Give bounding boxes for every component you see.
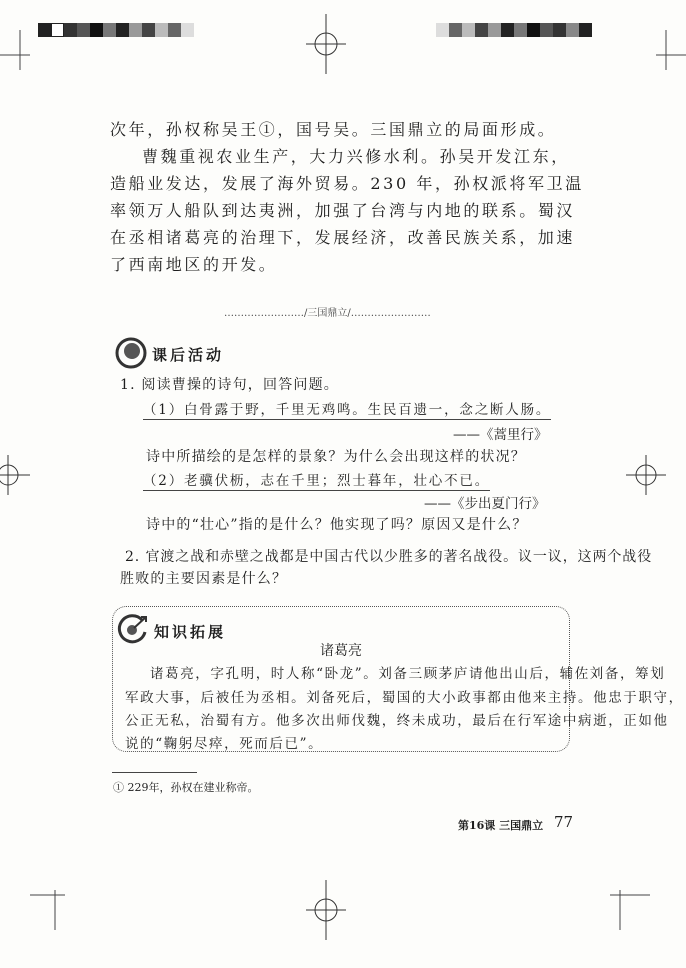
footer-lesson: 第16课 三国鼎立 (458, 819, 544, 832)
knowledge-line: 诸葛亮，字孔明，时人称“卧龙”。刘备三顾茅庐请他出山后，辅佐刘备，筹划 (150, 666, 666, 682)
poem-1: （1）白骨露于野，千里无鸡鸣。生民百遗一，念之断人肠。 (143, 398, 551, 420)
figure-caption: ……………………/三国鼎立/…………………… (224, 308, 431, 319)
section-title-activities: 课后活动 (152, 346, 225, 364)
knowledge-line: 公正无私，治蜀有方。他多次出师伐魏，终未成功，最后在行军途中病逝，正如他 (125, 713, 669, 729)
knowledge-subtitle: 诸葛亮 (320, 643, 362, 659)
poem-1-source: ——《蒿里行》 (453, 427, 548, 443)
knowledge-line: 说的“鞠躬尽瘁，死而后已”。 (125, 736, 324, 752)
question-1-ask-1: 诗中所描绘的是怎样的景象？为什么会出现这样的状况？ (146, 449, 526, 465)
section-title-knowledge: 知识拓展 (154, 623, 227, 641)
question-1-ask-2: 诗中的“壮心”指的是什么？他实现了吗？原因又是什么？ (146, 517, 528, 533)
body-paragraph-line: 造船业发达，发展了海外贸易。230 年，孙权派将军卫温 (110, 174, 584, 193)
body-paragraph-line: 曹魏重视农业生产，大力兴修水利。孙吴开发江东， (142, 147, 570, 166)
body-paragraph-line: 次年，孙权称吴王①，国号吴。三国鼎立的局面形成。 (110, 120, 557, 139)
knowledge-line: 军政大事，后被任为丞相。刘备死后，蜀国的大小政事都由他来主持。他忠于职守， (125, 690, 684, 706)
poem-2-source: ——《步出夏门行》 (424, 496, 546, 512)
footnote-divider (112, 772, 197, 773)
question-2: 2. 官渡之战和赤壁之战都是中国古代以少胜多的著名战役。议一议，这两个战役 (125, 549, 653, 565)
question-1: 1. 阅读曹操的诗句，回答问题。 (120, 377, 340, 393)
body-paragraph-line: 了西南地区的开发。 (110, 255, 278, 274)
body-paragraph-line: 在丞相诸葛亮的治理下，发展经济，改善民族关系，加速 (110, 228, 576, 247)
knowledge-icon (116, 612, 150, 644)
activity-icon (114, 336, 148, 370)
poem-2: （2）老骥伏枥，志在千里；烈士暮年，壮心不已。 (143, 469, 490, 491)
question-2-cont: 胜败的主要因素是什么？ (120, 571, 288, 587)
body-paragraph-line: 率领万人船队到达夷洲，加强了台湾与内地的联系。蜀汉 (110, 201, 576, 220)
page-number: 77 (554, 813, 574, 831)
footnote: ① 229年，孙权在建业称帝。 (113, 781, 259, 794)
